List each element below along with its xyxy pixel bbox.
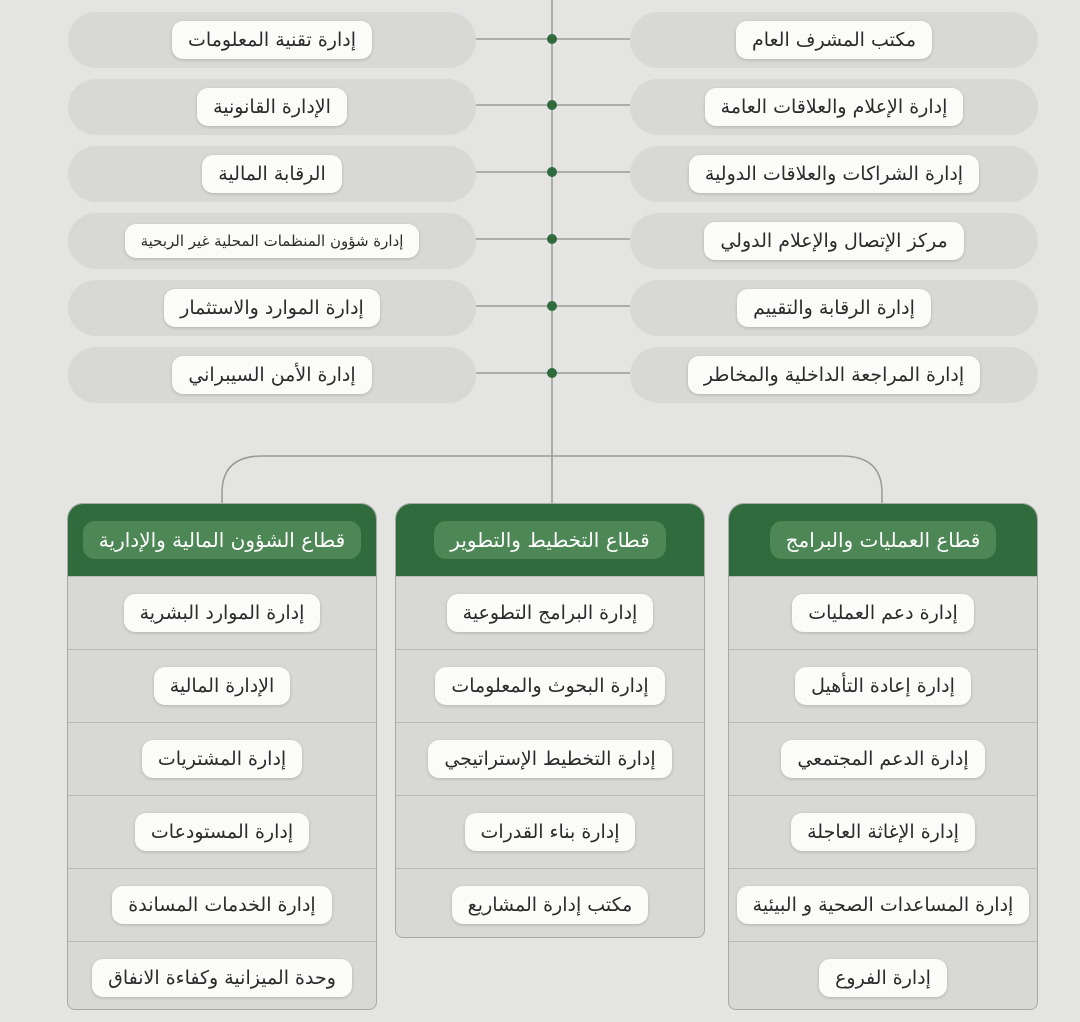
office-connectors: [476, 39, 630, 373]
office-band-left-5: [68, 280, 476, 336]
sector-item: [68, 795, 376, 868]
office-label: إدارة الموارد والاستثمار: [164, 289, 380, 328]
sector-planning-development: [395, 503, 705, 938]
office-band-right-5: [630, 280, 1038, 336]
connector-dot: [547, 100, 557, 110]
connector-dot: [547, 368, 557, 378]
sector-financial-administrative: [67, 503, 377, 1010]
sector-item: [729, 576, 1037, 649]
office-band-left-4: [68, 213, 476, 269]
connector-dot: [547, 234, 557, 244]
sector-header: [68, 504, 376, 576]
office-band-left-3: [68, 146, 476, 202]
sector-item: [68, 649, 376, 722]
sector-item: [729, 722, 1037, 795]
office-band-right-1: [630, 12, 1038, 68]
connector-dot: [547, 301, 557, 311]
connector-dot: [547, 34, 557, 44]
department-label: إدارة الإغاثة العاجلة: [791, 813, 975, 852]
department-label: الإدارة المالية: [154, 667, 291, 706]
sector-title: قطاع الشؤون المالية والإدارية: [83, 521, 361, 559]
sector-item: [68, 576, 376, 649]
sector-item: [729, 868, 1037, 941]
department-label: إدارة البحوث والمعلومات: [435, 667, 664, 706]
office-band-left-6: [68, 347, 476, 403]
department-label: إدارة الخدمات المساندة: [112, 886, 331, 925]
department-label: إدارة المساعدات الصحية و البيئية: [737, 886, 1030, 925]
office-label: مكتب المشرف العام: [736, 21, 932, 60]
office-label: إدارة الأمن السيبراني: [172, 356, 371, 395]
department-label: إدارة التخطيط الإستراتيجي: [428, 740, 671, 779]
office-band-left-1: [68, 12, 476, 68]
office-label: إدارة تقنية المعلومات: [172, 21, 372, 60]
office-label: إدارة شؤون المنظمات المحلية غير الربحية: [125, 224, 420, 258]
department-label: إدارة المشتريات: [142, 740, 302, 779]
sector-item: [68, 868, 376, 941]
sector-item: [729, 941, 1037, 1010]
department-label: إدارة دعم العمليات: [792, 594, 974, 633]
sector-item: [396, 868, 704, 938]
sector-item: [68, 722, 376, 795]
sector-header: [396, 504, 704, 576]
connector-dot: [547, 167, 557, 177]
office-label: إدارة الرقابة والتقييم: [737, 289, 931, 328]
department-label: إدارة البرامج التطوعية: [447, 594, 654, 633]
office-band-left-2: [68, 79, 476, 135]
sector-item: [729, 795, 1037, 868]
department-label: إدارة الدعم المجتمعي: [781, 740, 984, 779]
office-band-right-4: [630, 213, 1038, 269]
department-label: إدارة إعادة التأهيل: [795, 667, 971, 706]
office-label: إدارة المراجعة الداخلية والمخاطر: [688, 356, 980, 395]
office-band-right-3: [630, 146, 1038, 202]
sector-item: [68, 941, 376, 1010]
sector-header: [729, 504, 1037, 576]
office-label: الرقابة المالية: [202, 155, 342, 194]
department-label: إدارة المستودعات: [135, 813, 309, 852]
sector-item: [396, 649, 704, 722]
sector-title: قطاع التخطيط والتطوير: [434, 521, 665, 559]
office-label: إدارة الإعلام والعلاقات العامة: [705, 88, 964, 127]
sector-title: قطاع العمليات والبرامج: [770, 521, 997, 559]
office-label: إدارة الشراكات والعلاقات الدولية: [689, 155, 979, 194]
department-label: إدارة الفروع: [819, 959, 947, 998]
department-label: إدارة الموارد البشرية: [124, 594, 321, 633]
office-label: الإدارة القانونية: [197, 88, 347, 127]
sector-item: [396, 722, 704, 795]
sector-item: [396, 576, 704, 649]
sector-item: [396, 795, 704, 868]
office-label: مركز الإتصال والإعلام الدولي: [704, 222, 963, 261]
department-label: وحدة الميزانية وكفاءة الانفاق: [92, 959, 352, 998]
sector-operations-programs: [728, 503, 1038, 1010]
office-band-right-6: [630, 347, 1038, 403]
office-band-right-2: [630, 79, 1038, 135]
department-label: إدارة بناء القدرات: [465, 813, 636, 852]
sector-item: [729, 649, 1037, 722]
department-label: مكتب إدارة المشاريع: [452, 886, 649, 925]
